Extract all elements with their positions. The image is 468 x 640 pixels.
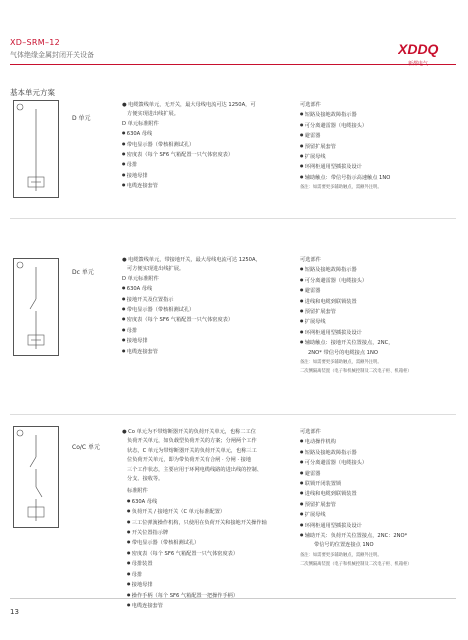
opt-item: ● 可分离避雷器（电缆接头） [300, 458, 412, 468]
std-item: ● 母排 [122, 160, 256, 170]
std-item: ● 带电显示器（带核相测试孔） [122, 538, 267, 548]
std-item: ● 电缆连接套管 [122, 181, 256, 191]
intro-line: 负荷开关单元，如负载型负荷开关的方案；分闸两个工作 [127, 438, 257, 445]
unit-dc-options [300, 256, 412, 377]
opt-item: ● 进线和电缆到联锁装置 [300, 489, 412, 499]
opt-item: ● 电动操作机构 [300, 437, 412, 447]
page-number: 13 [10, 608, 19, 616]
std-item: ● 开关位置指示牌 [122, 528, 267, 538]
opt-item: ● 预留扩展套管 [300, 500, 412, 510]
std-item: ● 630A 母线 [122, 284, 261, 294]
opt-title: 可选部件 [300, 429, 321, 435]
note: 备注：如需要更多辅助触点，需额外注明。 [300, 552, 382, 558]
opt-item: ● 预留扩展套管 [300, 307, 412, 317]
opt-item: ● 短路及接地故障指示器 [300, 110, 390, 120]
std-item: ● 操作手柄（每个 SF6 气箱配置一把操作手柄） [122, 591, 267, 601]
opt-title: 可选部件 [300, 102, 321, 108]
unit-divider [10, 414, 456, 415]
intro-line: 三个工作状态，主要应用于环网电缆线路的进出线的控制、 [127, 466, 262, 473]
intro-line: 分支、接收等。 [127, 476, 164, 483]
opt-item: ● 避雷器 [300, 286, 412, 296]
note: 备注：如需要更多辅助触点，需额外注明。 [300, 360, 382, 366]
product-subtitle: 气体绝缘金属封闭开关设备 [10, 51, 94, 59]
model-title: XD–SRM–12 [10, 38, 61, 47]
intro-line: ● 电缆馈线单元，带接地开关，最大母线电流可达 1250A， [122, 257, 261, 263]
std-item: ● 母排装置 [122, 559, 267, 569]
brand-logo [398, 38, 442, 60]
std-item: ● 接地母排 [122, 336, 261, 346]
unit-diagram-co-c [13, 426, 59, 528]
co-c-unit-schematic [14, 427, 58, 527]
opt-item: ● 环网柜通用型插拔及设计 [300, 328, 412, 338]
opt-item: ● 短路及接地故障指示器 [300, 265, 412, 275]
std-title: 标准附件 [127, 488, 148, 495]
opt-item: ● 环网柜通用型插拔及设计 [300, 162, 390, 172]
opt-item-cont: 2NO* 带信号的电缆接点 1NO [308, 349, 378, 356]
opt-item: ● 预留扩展套管 [300, 142, 390, 152]
opt-item: ● 扩展母线 [300, 317, 412, 327]
unit-label-co-c: Co/C 单元 [72, 444, 100, 451]
intro-line: ● 电缆馈线单元，无开关，最大母线电流可达 1250A，可 [122, 102, 256, 108]
opt-item: ● 可分离避雷器（电缆接头） [300, 276, 412, 286]
d-unit-schematic [14, 101, 58, 197]
opt-item: ● 避雷器 [300, 131, 390, 141]
opt-item: ● 避雷器 [300, 469, 412, 479]
std-item: ● 接地开关及位置指示 [122, 295, 261, 305]
std-item: ● 接地母排 [122, 171, 256, 181]
std-item: ● 630A 母线 [122, 497, 267, 507]
std-item: ● 电缆连接套管 [122, 347, 261, 357]
intro-line: ● Co 单元为不带熔断器开关的负荷开关单元，也称二工位 [122, 429, 256, 435]
unit-label-d: D 单元 [72, 115, 91, 122]
unit-co-c-description [122, 428, 267, 611]
unit-d-description [122, 101, 256, 192]
opt-item: ● 短路及接地故障指示器 [300, 448, 412, 458]
opt-item-cont: 带信号的位置连接点 1NO [314, 542, 374, 549]
note: 二次侧隔离装置（电子和机械控制及二次电子柜、机箱柜） [300, 369, 412, 375]
std-item: ● 带电显示器（带核相测试孔） [122, 305, 261, 315]
opt-item: ● 环网柜通用型插拔及设计 [300, 521, 412, 531]
unit-dc-description [122, 256, 261, 357]
opt-item: ● 扩展母线 [300, 510, 412, 520]
std-item: ● 负荷开关 / 接地开关（C 单元标准配置） [122, 507, 267, 517]
std-item: ● 电缆连接套管 [122, 601, 267, 611]
opt-title: 可选部件 [300, 257, 321, 263]
opt-item: ● 可分离避雷器（电缆接头） [300, 121, 390, 131]
std-item: ● 母排 [122, 326, 261, 336]
std-item: ● 密度表（每个 SF6 气箱配置一只气体密度表） [122, 150, 256, 160]
dc-unit-schematic [14, 259, 58, 355]
intro-line: 可方便实现进出线扩展。 [127, 266, 185, 273]
std-title: D 单元标准附件 [122, 275, 159, 282]
opt-item: ● 联锁开闭装置锁 [300, 479, 412, 489]
opt-item: ● 辅助开关：负荷开关位置接点，2NC：2NO* [300, 531, 412, 541]
opt-item: ● 进线和电缆到联锁装置 [300, 297, 412, 307]
std-item: ● 接地母排 [122, 580, 267, 590]
unit-diagram-dc [13, 258, 59, 356]
opt-item: ● 扩展母线 [300, 152, 390, 162]
header-divider [10, 64, 456, 65]
unit-label-dc: Dc 单元 [72, 269, 94, 276]
section-title: 基本单元方案 [10, 88, 55, 97]
footer-divider [10, 598, 456, 599]
svg-text:XDDQ: XDDQ [398, 41, 439, 57]
note: 备注：如需要更多辅助触点，需额外注明。 [300, 185, 382, 191]
intro-line: 状态，C 单元为带熔断器开关的负荷开关单元，也称三工 [127, 447, 257, 454]
intro-line: 位负荷开关单元，即为带负荷开关有合闸 · 分闸 · 接地 [127, 457, 252, 464]
std-item: ● 密度表（每个 SF6 气箱配置一只气体密度表） [122, 549, 267, 559]
unit-divider [10, 218, 456, 219]
unit-co-c-options [300, 428, 412, 570]
note: 二次侧隔离装置（电子和机械控制及二次电子柜、机箱柜） [300, 562, 412, 568]
std-item: ● 630A 母线 [122, 129, 256, 139]
opt-item: ● 辅助触点：带信号指示高速触点 1NO [300, 173, 390, 183]
unit-d-options [300, 101, 390, 193]
unit-diagram-d [13, 100, 59, 198]
intro-line: 方便实现进出线扩展。 [127, 111, 179, 118]
std-title: D 单元标准附件 [122, 120, 159, 127]
std-item: ● 母排 [122, 570, 267, 580]
opt-item: ● 辅助触点：接地开关位置接点，2NC， [300, 338, 412, 348]
std-item: ● 带电显示器（带核相测试孔） [122, 140, 256, 150]
std-item: ● 三工位弹簧操作机构，只使用在负荷开关和接地开关操作轴 [122, 518, 267, 528]
std-item: ● 密度表（每个 SF6 气箱配置一只气体密度表） [122, 315, 261, 325]
